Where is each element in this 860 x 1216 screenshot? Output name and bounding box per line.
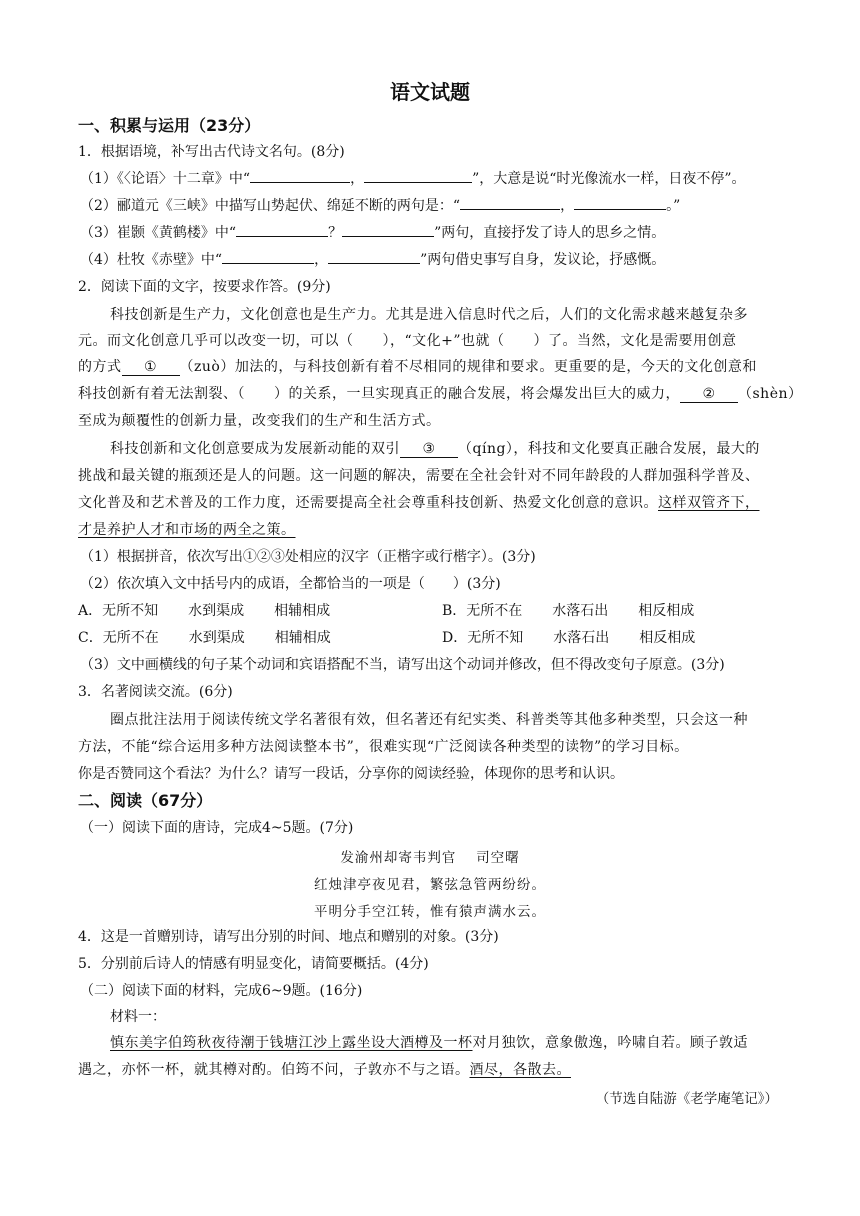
answer-blank <box>328 263 420 264</box>
answer-blank <box>236 236 328 237</box>
underlined-sentence: 才是养护人才和市场的两全之策。 <box>78 522 296 538</box>
section-2-heading: 二、阅读（67分） <box>78 791 213 810</box>
q2-passage-line: 的方式 ① （zuò）加法的，与科技创新有着不尽相同的规律和要求。更重要的是，今天的文化创意和 <box>78 359 757 375</box>
q2-passage-line: 至成为颠覆性的创新力量，改变我们的生产和生活方式。 <box>78 413 441 429</box>
q1-part4: （4）杜牧《赤壁》中“ ， ”两句借史事写自身，发议论，抒感慨。 <box>80 252 666 268</box>
blank-3: ③ <box>400 441 458 458</box>
answer-blank <box>364 182 472 183</box>
answer-blank <box>342 236 434 237</box>
material-1-line: 遇之，亦怀一杯，就其樽对酌。伯筠不问，子敦亦不与之语。酒尽，各散去。 <box>78 1062 571 1078</box>
q2-passage-line: 挑战和最关键的瓶颈还是人的问题。这一问题的解决，需要在全社会针对不同年龄段的人群加强科学普及、 <box>78 468 760 484</box>
part-1-intro: （一）阅读下面的唐诗，完成4~5题。(7分) <box>80 820 354 836</box>
material-1-source: （节选自陆游《老学庵笔记》） <box>595 1091 778 1107</box>
q4-stem: 4．这是一首赠别诗，请写出分别的时间、地点和赠别的对象。(3分) <box>78 929 499 945</box>
q2-sub1: （1）根据拼音，依次写出①②③处相应的汉字（正楷字或行楷字）。(3分) <box>80 549 536 565</box>
answer-blank <box>250 182 350 183</box>
blank-2: ② <box>680 386 738 403</box>
part-2-intro: （二）阅读下面的材料，完成6~9题。(16分) <box>80 983 363 999</box>
answer-blank <box>574 209 666 210</box>
q3-stem: 3．名著阅读交流。(6分) <box>78 684 233 700</box>
q3-passage-line: 圈点批注法用于阅读传统文学名著很有效，但名著还有纪实类、科普类等其他多种类型，只会这一种 <box>110 712 748 728</box>
q1-part2: （2）郦道元《三峡》中描写山势起伏、绵延不断的两句是：“ ， 。” <box>80 198 681 214</box>
underlined-sentence: 这样双管齐下， <box>658 495 760 511</box>
q2-passage-line: 文化普及和艺术普及的工作力度，还需要提高全社会尊重科技创新、热爱文化创意的意识。这样双管齐下， <box>78 495 760 511</box>
q1-stem: 1．根据语境，补写出古代诗文名句。(8分) <box>78 144 345 160</box>
answer-blank <box>222 263 314 264</box>
q2-stem: 2．阅读下面的文字，按要求作答。(9分) <box>78 279 331 295</box>
q3-prompt: 你是否赞同这个看法？为什么？请写一段话，分享你的阅读经验，体现你的思考和认识。 <box>78 766 624 782</box>
section-1-heading: 一、积累与运用（23分） <box>78 116 261 135</box>
page-title: 语文试题 <box>390 80 470 104</box>
option-c: C．无所不在 水到渠成 相辅相成 <box>78 630 331 646</box>
poem-line: 平明分手空江转，惟有猿声满水云。 <box>314 904 546 920</box>
underlined-sentence: 慎东美字伯筠秋夜待潮于钱塘江沙上露坐设大酒樽及一杯 <box>110 1035 473 1051</box>
option-d: D．无所不知 水落石出 相反相成 <box>442 630 696 646</box>
q5-stem: 5．分别前后诗人的情感有明显变化，请简要概括。(4分) <box>78 956 429 972</box>
material-1-label: 材料一： <box>110 1009 166 1025</box>
q2-passage-line: 元。而文化创意几乎可以改变一切，可以（ ），“文化+”也就（ ）了。当然，文化是需要用创意 <box>78 333 737 349</box>
q2-passage-line: 科技创新有着无法割裂、（ ）的关系，一旦实现真正的融合发展，将会爆发出巨大的威力， ② （shèn） <box>78 386 803 402</box>
q1-part3: （3）崔颢《黄鹤楼》中“ ？ ”两句，直接抒发了诗人的思乡之情。 <box>80 225 666 241</box>
q2-sub2: （2）依次填入文中括号内的成语，全都恰当的一项是（ ）(3分) <box>80 576 501 592</box>
q1-part1: （1）《〈论语〉十二章》中“ ， ”，大意是说“时光像流水一样，日夜不停”。 <box>80 171 746 187</box>
q2-sub3: （3）文中画横线的句子某个动词和宾语搭配不当，请写出这个动词并修改，但不得改变句子原意。(3分) <box>80 657 725 673</box>
poem-title: 发渝州却寄韦判官 司空曙 <box>340 850 520 866</box>
answer-blank <box>460 209 560 210</box>
poem-line: 红烛津亭夜见君，繁弦急管两纷纷。 <box>314 877 546 893</box>
q3-passage-line: 方法，不能“综合运用多种方法阅读整本书”，很难实现“广泛阅读各种类型的读物”的学习目标。 <box>78 739 689 755</box>
underlined-sentence: 酒尽，各散去。 <box>469 1062 571 1078</box>
option-a: A．无所不知 水到渠成 相辅相成 <box>78 603 331 619</box>
blank-1: ① <box>122 359 180 376</box>
q2-passage-line: 科技创新是生产力，文化创意也是生产力。尤其是进入信息时代之后，人们的文化需求越来越复杂多 <box>110 307 748 323</box>
q2-passage-line: 科技创新和文化创意要成为发展新动能的双引 ③ （qíng），科技和文化要真正融合发展，最大的 <box>110 441 760 457</box>
option-b: B．无所不在 水落石出 相反相成 <box>442 603 695 619</box>
material-1-line: 慎东美字伯筠秋夜待潮于钱塘江沙上露坐设大酒樽及一杯对月独饮，意象傲逸，吟啸自若。顾子敦适 <box>110 1035 748 1051</box>
